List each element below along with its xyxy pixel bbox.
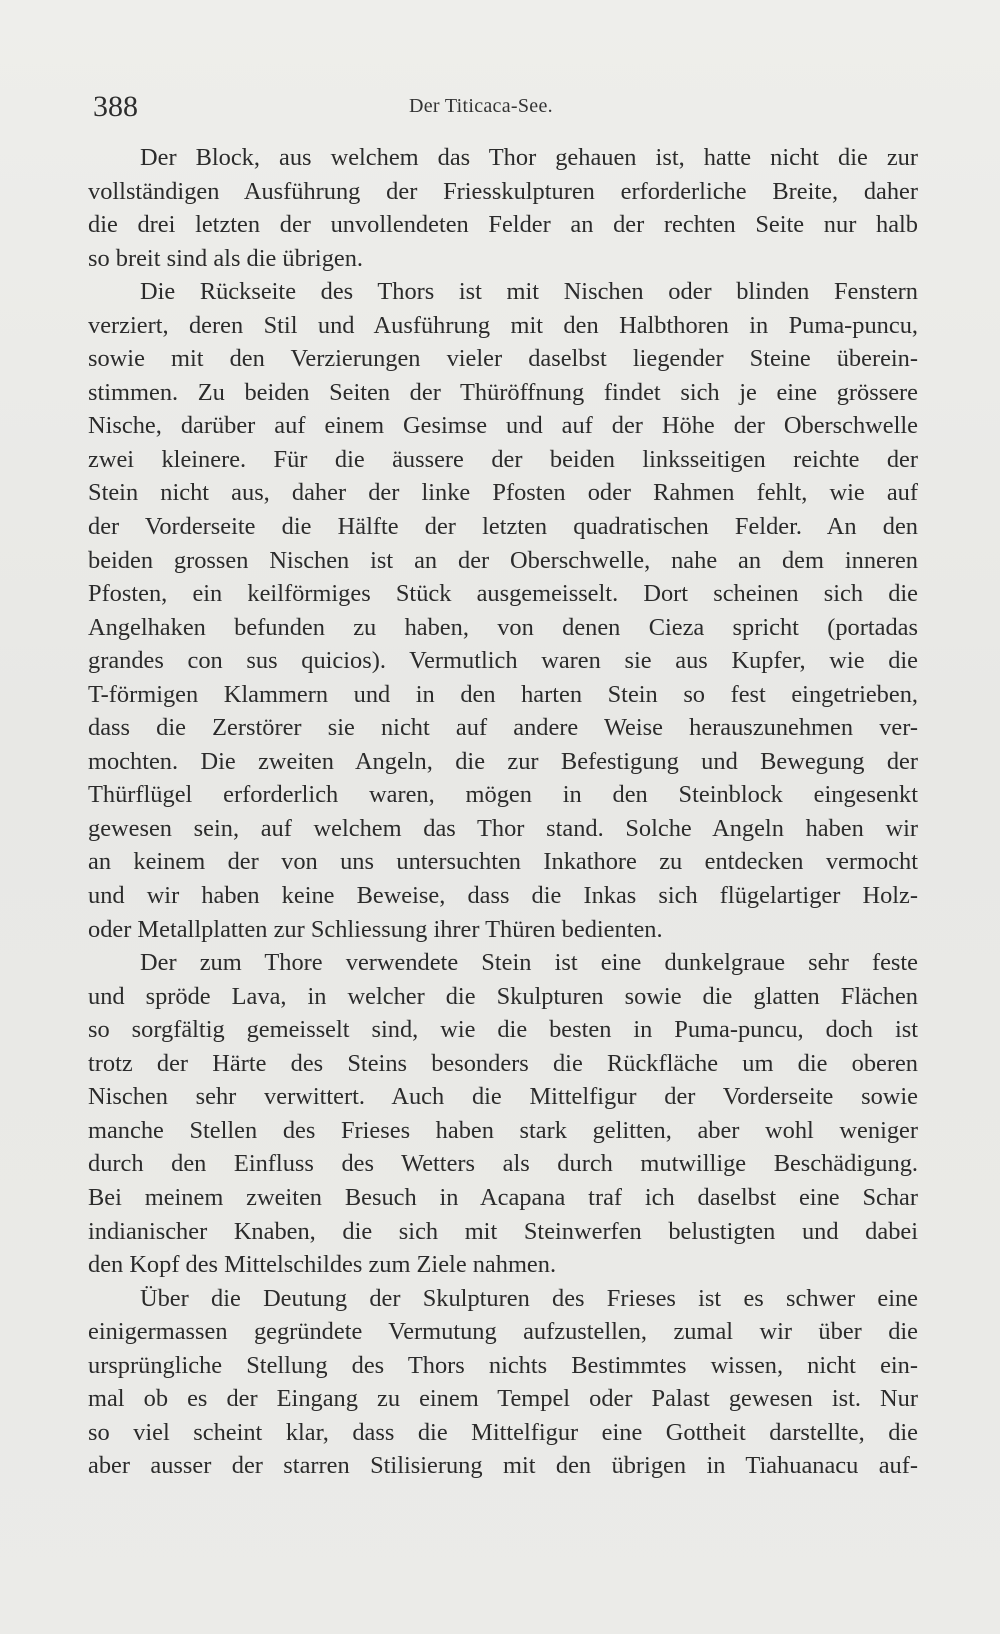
text-line: oder Metallplatten zur Schliessung ihrer Thüren bedienten.	[88, 915, 663, 943]
text-line: verziert, deren Stil und Ausführung mit den Halbthoren in Puma-puncu,	[88, 311, 918, 339]
text-line: Angelhaken befunden zu haben, von denen Cieza spricht (portadas	[88, 613, 918, 641]
text-line: Bei meinem zweiten Besuch in Acapana traf ich daselbst eine Schar	[88, 1183, 918, 1211]
text-line: durch den Einfluss des Wetters als durch mutwillige Beschädigung.	[88, 1150, 918, 1178]
text-line: so sorgfältig gemeisselt sind, wie die besten in Puma-puncu, doch ist	[88, 1016, 918, 1044]
text-line: die drei letzten der unvollendeten Felder an der rechten Seite nur halb	[88, 211, 918, 239]
text-line: aber ausser der starren Stilisierung mit den übrigen in Tiahuanacu auf-	[88, 1452, 918, 1480]
text-line: Der zum Thore verwendete Stein ist eine dunkelgraue sehr feste	[140, 949, 918, 977]
text-line: Stein nicht aus, daher der linke Pfosten oder Rahmen fehlt, wie auf	[88, 479, 918, 507]
text-line: Die Rückseite des Thors ist mit Nischen oder blinden Fenstern	[140, 278, 918, 306]
text-line: indianischer Knaben, die sich mit Steinwerfen belustigten und dabei	[88, 1217, 918, 1245]
text-line: Thürflügel erforderlich waren, mögen in den Steinblock eingesenkt	[88, 781, 918, 809]
running-title: Der Titicaca-See.	[409, 95, 553, 117]
text-line: ursprüngliche Stellung des Thors nichts Bestimmtes wissen, nicht ein-	[88, 1351, 918, 1379]
text-line: Der Block, aus welchem das Thor gehauen ist, hatte nicht die zur	[140, 144, 918, 171]
text-line: gewesen sein, auf welchem das Thor stand. Solche Angeln haben wir	[88, 814, 918, 842]
page-number: 388	[93, 90, 138, 123]
text-line: vollständigen Ausführung der Friesskulpturen erforderliche Breite, daher	[88, 177, 918, 205]
text-line: stimmen. Zu beiden Seiten der Thüröffnung findet sich je eine grössere	[88, 378, 918, 406]
text-line: und spröde Lava, in welcher die Skulpturen sowie die glatten Flächen	[88, 982, 918, 1010]
text-line: Nischen sehr verwittert. Auch die Mittelfigur der Vorderseite sowie	[88, 1083, 918, 1111]
text-line: sowie mit den Verzierungen vieler daselbst liegender Steine überein-	[88, 345, 918, 373]
text-line: dass die Zerstörer sie nicht auf andere Weise herauszunehmen ver-	[88, 714, 918, 742]
text-line: grandes con sus quicios). Vermutlich waren sie aus Kupfer, wie die	[88, 647, 918, 675]
text-line: mochten. Die zweiten Angeln, die zur Befestigung und Bewegung der	[88, 747, 918, 775]
body-text	[88, 141, 918, 1483]
text-line: Nische, darüber auf einem Gesimse und auf der Höhe der Oberschwelle	[88, 412, 918, 440]
text-line: Pfosten, ein keilförmiges Stück ausgemeisselt. Dort scheinen sich die	[88, 580, 918, 608]
text-line: beiden grossen Nischen ist an der Oberschwelle, nahe an dem inneren	[88, 546, 918, 574]
text-line: manche Stellen des Frieses haben stark gelitten, aber wohl weniger	[88, 1116, 918, 1144]
text-line: an keinem der von uns untersuchten Inkathore zu entdecken vermocht	[88, 848, 918, 876]
text-line: T-förmigen Klammern und in den harten Stein so fest eingetrieben,	[88, 680, 918, 708]
text-line: mal ob es der Eingang zu einem Tempel oder Palast gewesen ist. Nur	[88, 1385, 918, 1413]
text-line: der Vorderseite die Hälfte der letzten quadratischen Felder. An den	[88, 513, 918, 541]
text-line: den Kopf des Mittelschildes zum Ziele nahmen.	[88, 1251, 557, 1279]
text-line: zwei kleinere. Für die äussere der beiden linksseitigen reichte der	[88, 445, 918, 473]
text-line: so breit sind als die übrigen.	[88, 244, 364, 272]
text-line: und wir haben keine Beweise, dass die Inkas sich flügelartiger Holz-	[88, 882, 918, 910]
text-line: einigermassen gegründete Vermutung aufzustellen, zumal wir über die	[88, 1318, 918, 1346]
text-line: trotz der Härte des Steins besonders die Rückfläche um die oberen	[88, 1049, 918, 1077]
text-line: Über die Deutung der Skulpturen des Frieses ist es schwer eine	[140, 1284, 918, 1312]
text-line: so viel scheint klar, dass die Mittelfigur eine Gottheit darstellte, die	[88, 1418, 918, 1446]
